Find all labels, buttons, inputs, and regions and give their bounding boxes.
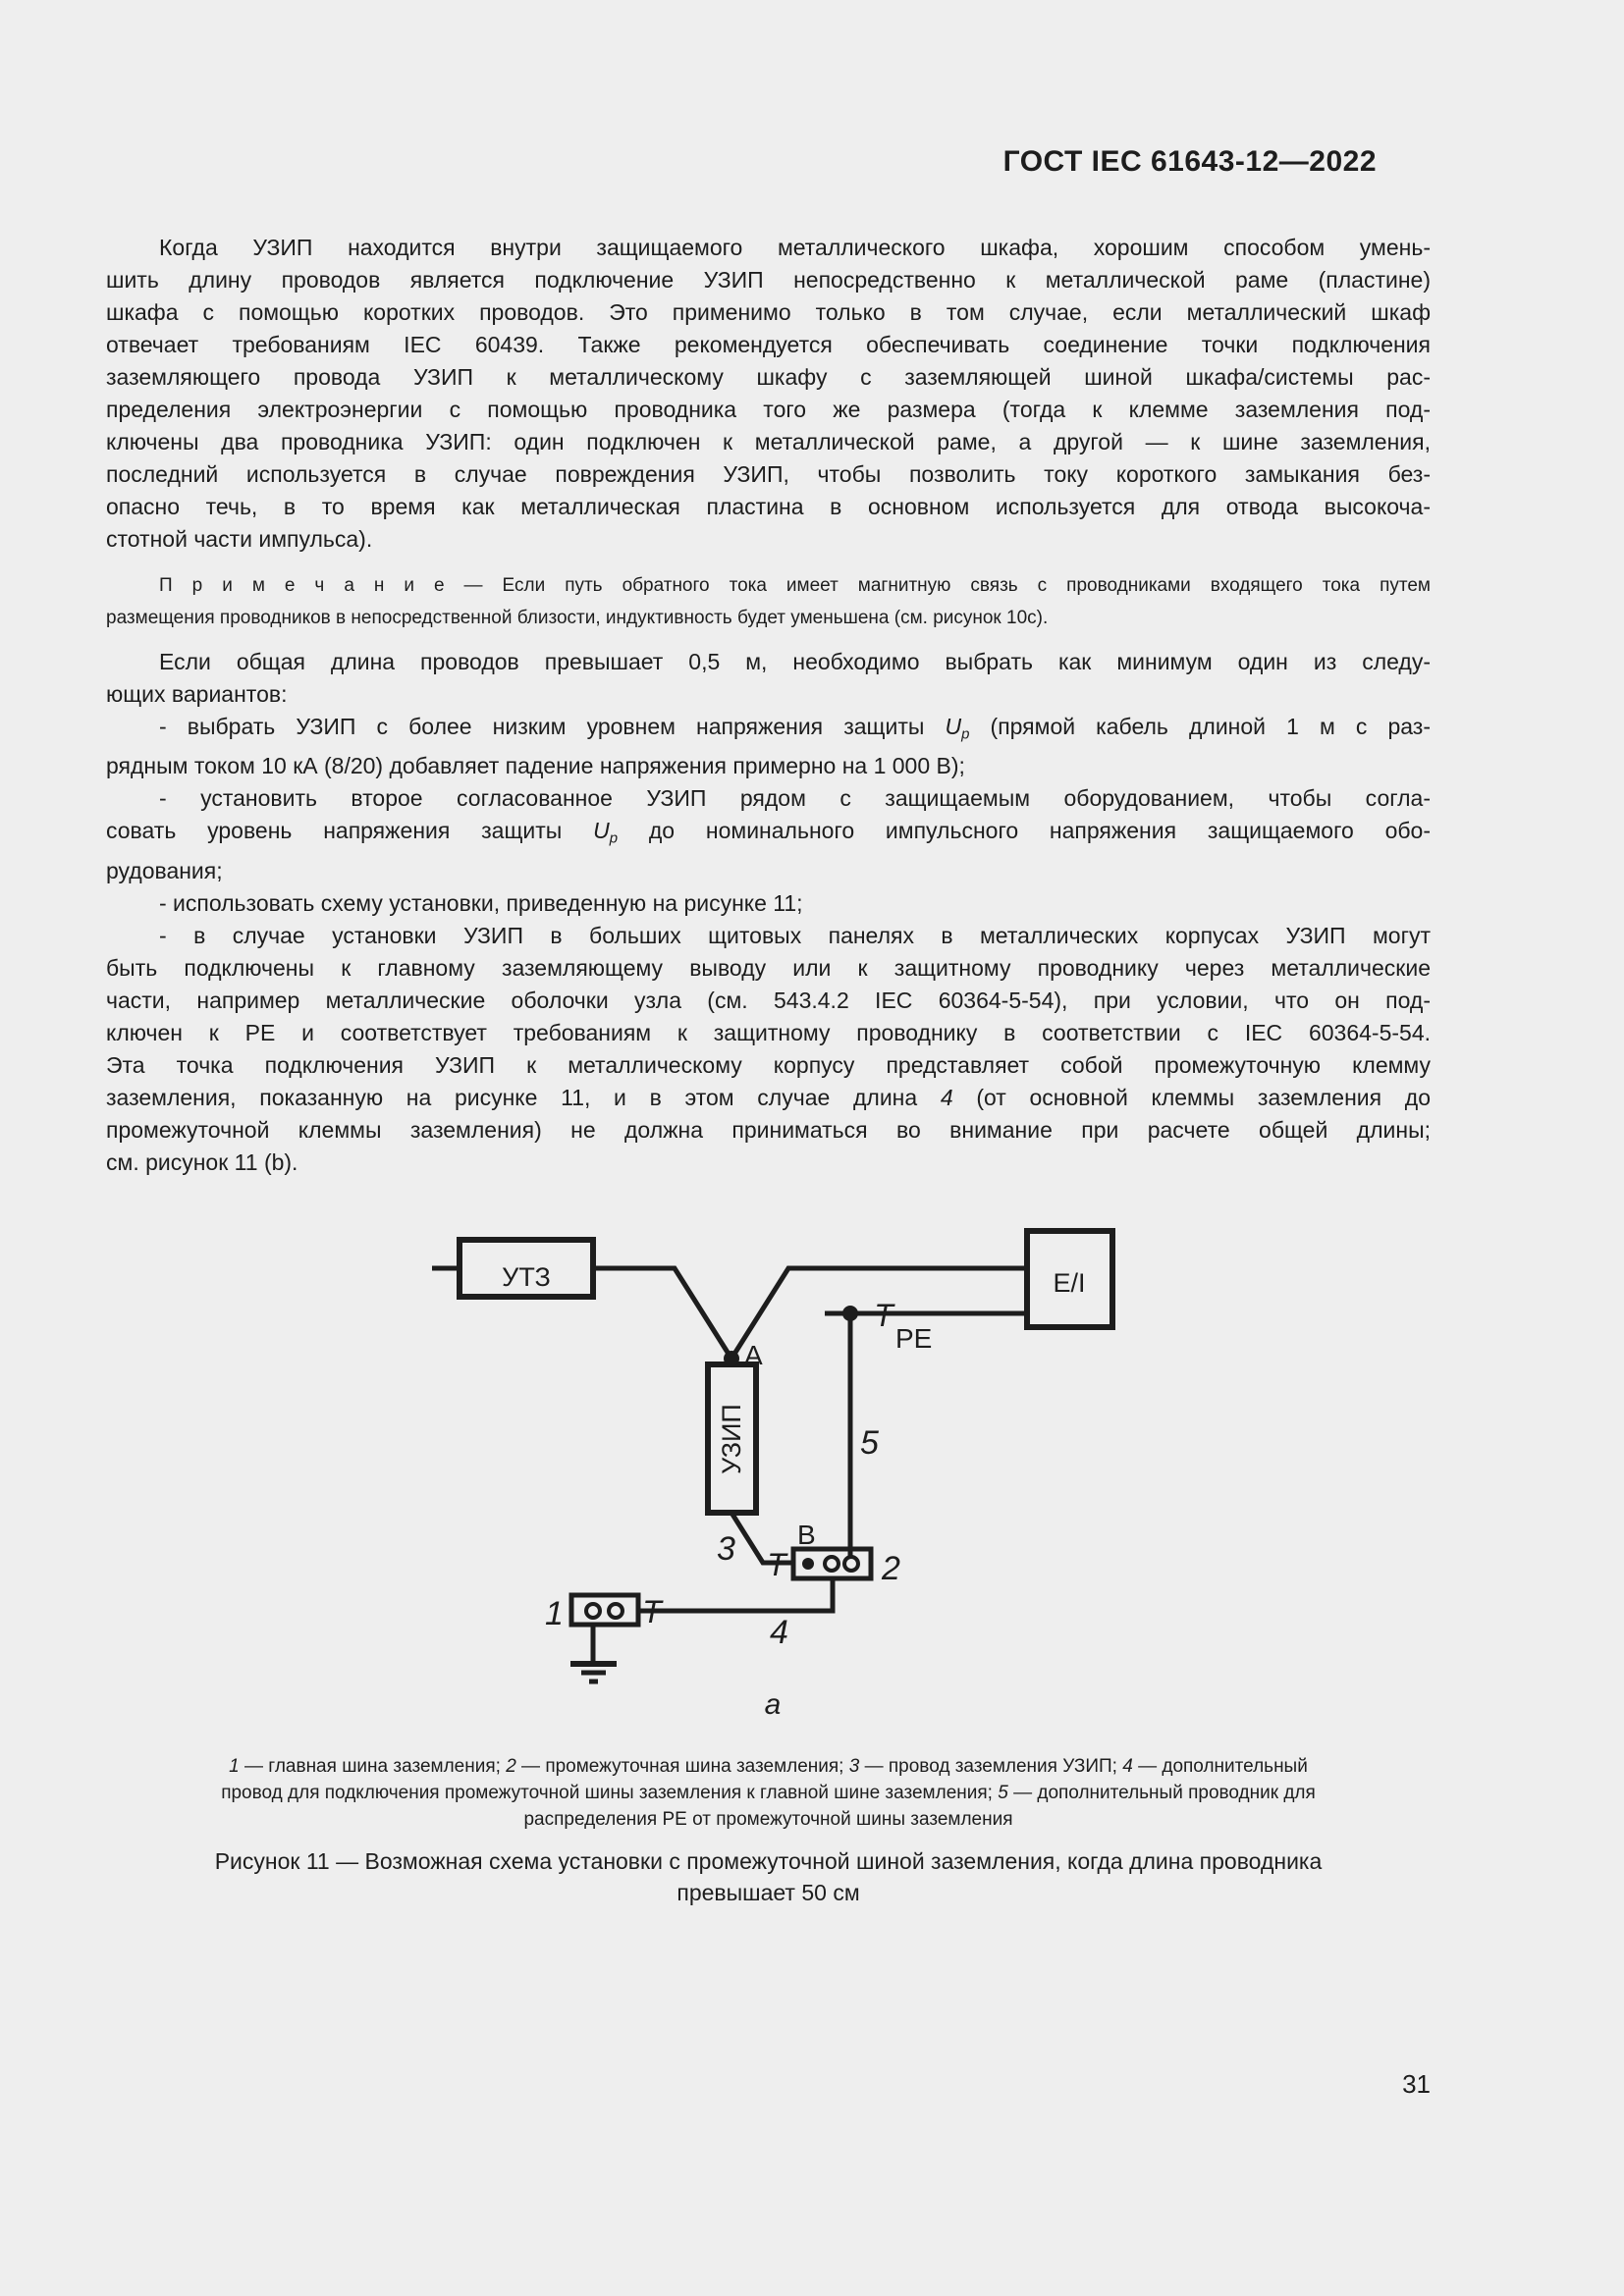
ground-symbol [570,1664,617,1682]
text-line: ключен к PE и соответствует требованиям к защитному проводнику в соответствии с IEC 60364-5-54. [106,1019,1431,1045]
text-line: промежуточной клеммы заземления) не должна приниматься во внимание при расчете общей длины; [106,1116,1431,1143]
text-line: Если общая длина проводов превышает 0,5 м, необходимо выбрать как минимум один из следу- [159,649,1431,674]
text-line: шкафа с помощью коротких проводов. Это применимо только в том случае, если металлический шкаф [106,299,1431,325]
text-line: размещения проводников в непосредственной близости, индуктивность будет уменьшена (см. рисунок 10с). [106,608,1049,628]
body-paragraphs [106,646,1431,1179]
callout-5: 5 [860,1424,879,1462]
t-mark-pe: T [874,1298,893,1333]
text-line: части, например металлические оболочки узла (см. 543.4.2 IEC 60364-5-54), при условии, что он под- [106,987,1431,1013]
main-earth-bar-box [571,1595,638,1625]
callout-2: 2 [882,1550,900,1587]
text-line: П р и м е ч а н и е — Если путь обратного тока имеет магнитную связь с проводниками входящего тока путем [159,575,1431,596]
text-line: превышает 50 см [677,1880,860,1905]
text-line: ключены два проводника УЗИП: один подключен к металлической раме, а другой — к шине заземления, [106,429,1431,454]
text-line: заземления, показанную на рисунке 11, и в этом случае длина 4 (от основной клеммы заземления до [106,1084,1431,1110]
text-line: - в случае установки УЗИП в больших щитовых панелях в металлических корпусах УЗИП могут [159,922,1431,948]
page-number: 31 [1402,2069,1431,2099]
paragraph-1 [106,232,1431,556]
junction-pe-dot [842,1306,858,1321]
figure-caption [106,1845,1431,1908]
callout-3: 3 [717,1530,735,1568]
text-line: рядным током 10 кА (8/20) добавляет падение напряжения примерно на 1 000 В); [106,753,965,779]
wire-4 [638,1578,833,1611]
ei-label: E/I [1053,1268,1086,1298]
note-paragraph [106,569,1431,634]
node-a-label: A [744,1340,763,1370]
page-header: ГОСТ IEC 61643-12—2022 [1002,145,1377,178]
figure-legend [106,1753,1431,1833]
text-line: см. рисунок 11 (b). [106,1148,298,1175]
text-line: последний используется в случае повреждения УЗИП, чтобы позволить току короткого замыкания без- [106,461,1431,487]
text-line: быть подключены к главному заземляющему выводу или к защитному проводнику через металлические [106,954,1431,981]
junction-a-dot [724,1351,739,1366]
pe-label: PE [895,1323,933,1354]
text-line: Эта точка подключения УЗИП к металлическому корпусу представляет собой промежуточную клемму [106,1051,1431,1078]
text-line: отвечает требованиям IEC 60439. Также рекомендуется обеспечивать соединение точки подключения [106,332,1431,357]
text-line: шить длину проводов является подключение УЗИП непосредственно к металлической раме (пластине) [106,267,1431,293]
callout-4: 4 [770,1614,788,1651]
wire-utz-to-a [593,1268,731,1359]
subfigure-a-label: а [764,1688,782,1721]
text-line: провод для подключения промежуточной шины заземления к главной шине заземления; 5 — дополнительный проводник для [221,1783,1316,1803]
t-mark-b: T [767,1547,786,1582]
text-line: совать уровень напряжения защиты $U_р$ до номинального импульсного напряжения защищаемого обо- [106,818,1431,847]
figure-11-diagram [0,1217,1624,1737]
text-line: заземляющего провода УЗИП к металлическому шкафу с заземляющей шиной шкафа/системы рас- [106,364,1431,390]
uzip-label: УЗИП [717,1404,746,1474]
text-line: ющих вариантов: [106,681,288,707]
text-line: 1 — главная шина заземления; 2 — промежуточная шина заземления; 3 — провод заземления УЗИП; 4 — дополнительный [229,1756,1308,1777]
callout-1: 1 [545,1595,564,1632]
text-line: распределения PE от промежуточной шины заземления [523,1809,1013,1830]
text-line: - установить второе согласованное УЗИП рядом с защищаемым оборудованием, чтобы согла- [159,785,1431,812]
node-b-label: B [797,1520,816,1550]
utz-label: УТЗ [502,1262,551,1292]
t-mark-1: T [642,1594,662,1629]
text-line: стотной части импульса). [106,526,373,552]
text-line: Рисунок 11 — Возможная схема установки с промежуточной шиной заземления, когда длина проводника [214,1848,1323,1874]
bar-b-dot [802,1558,814,1570]
text-line: - использовать схему установки, приведенную на рисунке 11; [159,889,803,916]
text-line: Когда УЗИП находится внутри защищаемого металлического шкафа, хорошим способом умень- [159,235,1431,260]
text-line: рудования; [106,857,223,883]
text-line: опасно течь, в то время как металлическая пластина в основном используется для отвода высокоча- [106,494,1431,519]
text-line: - выбрать УЗИП с более низким уровнем напряжения защиты $U_р$ (прямой кабель длиной 1 м с раз- [159,714,1432,743]
text-line: пределения электроэнергии с помощью проводника того же размера (тогда к клемме заземления под- [106,397,1431,422]
